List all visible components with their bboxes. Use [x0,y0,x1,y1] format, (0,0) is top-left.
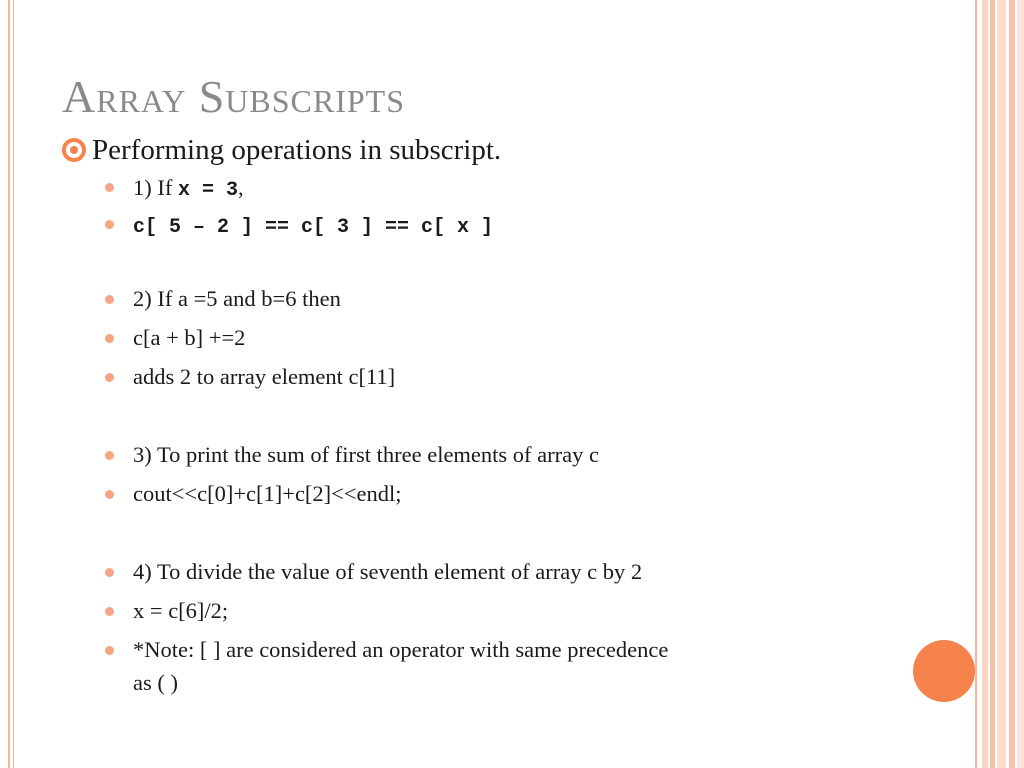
bullet-dot-icon [105,183,114,192]
item-text: , [238,175,244,200]
bullet-dot-icon [105,646,114,655]
left-border-line [8,0,10,768]
list-item: x = c[6]/2; [133,598,229,623]
list-item [133,177,244,201]
list-item: 2) If a =5 and b=6 then [133,286,341,311]
bullet-dot-icon [105,607,114,616]
right-stripe [1017,0,1024,768]
list-item [133,214,493,238]
list-item: *Note: [ ] are considered an operator with same precedence [133,637,669,662]
bullet-dot-icon [105,568,114,577]
list-item: adds 2 to array element c[11] [133,364,396,389]
right-stripe [990,0,995,768]
list-item-continuation: as ( ) [133,670,178,695]
code-snippet: x = 3 [177,179,238,202]
right-stripe [975,0,977,768]
right-stripe [997,0,1006,768]
list-item: c[a + b] +=2 [133,325,246,350]
left-border-line [13,0,14,768]
bullet-dot-icon [105,373,114,382]
item-text: 1) If [133,175,178,200]
list-item: cout<<c[0]+c[1]+c[2]<<endl; [133,481,402,506]
bullet-dot-icon [105,295,114,304]
right-stripe [1009,0,1015,768]
bullet-dot-icon [105,451,114,460]
main-bullet-text: Performing operations in subscript. [92,134,502,166]
slide-title: Array Subscripts [62,71,406,122]
right-stripe [982,0,988,768]
list-item: 4) To divide the value of seventh element of array c by 2 [133,559,643,584]
list-item: 3) To print the sum of first three elements of array c [133,442,599,467]
bullet-dot-icon [105,334,114,343]
decorative-circle [913,640,975,702]
bullet-dot-icon [105,220,114,229]
code-snippet: c[ 5 – 2 ] == c[ 3 ] == c[ x ] [133,216,494,239]
flower-bullet-icon [62,138,86,162]
bullet-dot-icon [105,490,114,499]
